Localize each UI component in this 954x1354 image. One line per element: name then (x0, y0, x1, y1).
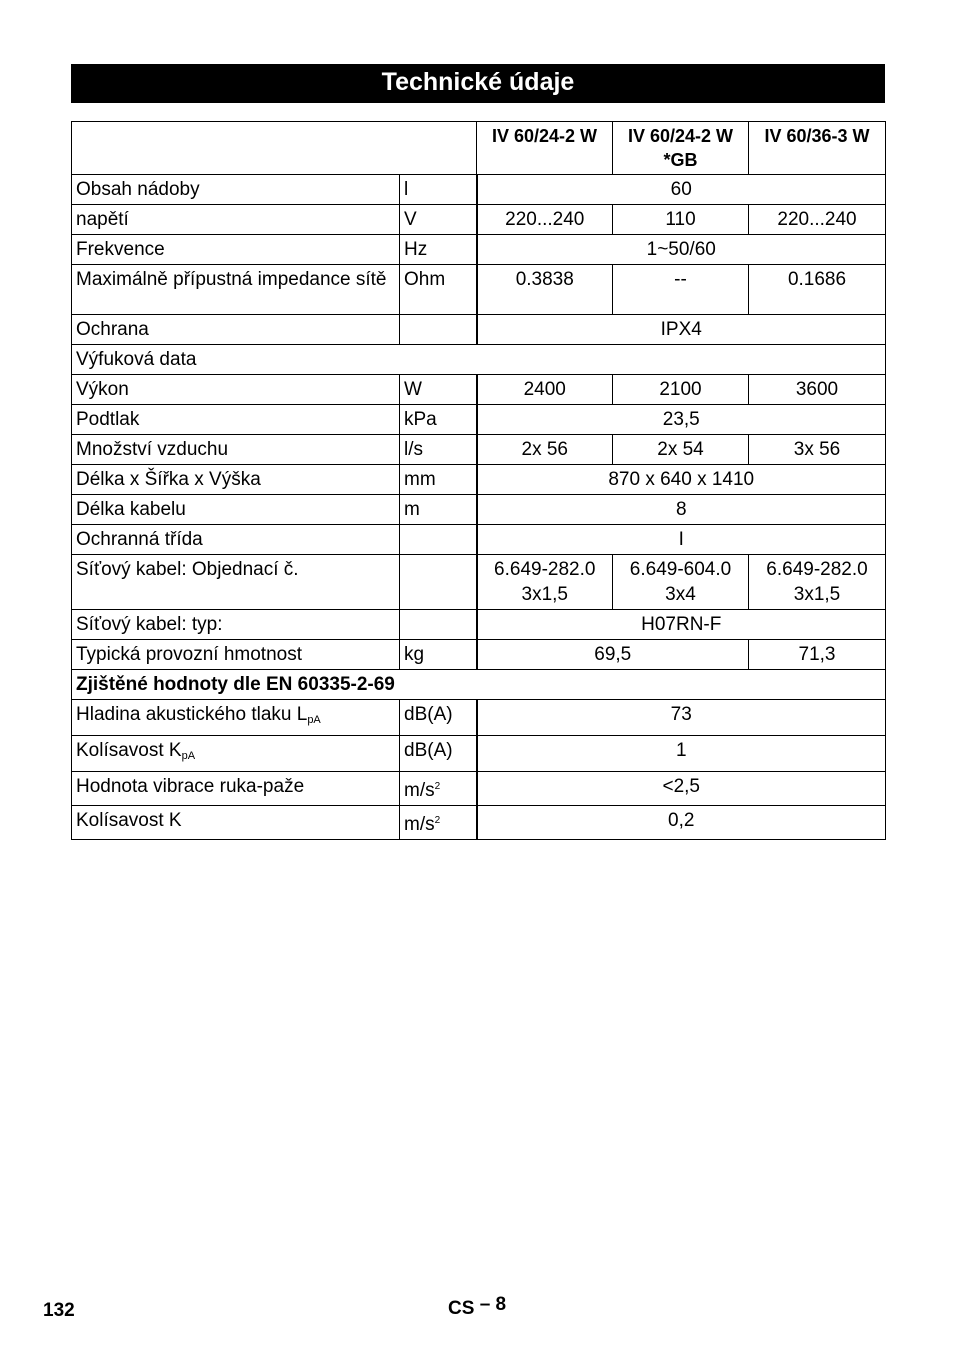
row-value: 870 x 640 x 1410 (477, 465, 886, 495)
row-label: Podtlak (72, 405, 400, 435)
row-label: Frekvence (72, 235, 400, 265)
row-value: 0,2 (477, 806, 886, 840)
row-label: Ochranná třída (72, 525, 400, 555)
header-empty-cell (72, 122, 477, 175)
row-label: Maximálně přípustná impedance sítě (72, 265, 400, 315)
row-unit (400, 555, 477, 610)
row-unit: mm (400, 465, 477, 495)
table-row (72, 315, 886, 345)
section-page: – 8 (479, 1294, 507, 1315)
row-unit (400, 806, 477, 840)
row-unit: Ohm (400, 265, 477, 315)
row-label: Síťový kabel: typ: (72, 610, 400, 640)
row-unit: W (400, 375, 477, 405)
row-value: 2x 56 (477, 435, 613, 465)
row-unit: dB(A) (400, 700, 477, 736)
row-label: Výkon (72, 375, 400, 405)
column-header-iv-60-24-2-w: IV 60/24-2 W (477, 122, 613, 175)
table-row (72, 265, 886, 315)
table-row (72, 435, 886, 465)
row-label: Ochrana (72, 315, 400, 345)
language-code: CS (448, 1298, 475, 1319)
row-value: 23,5 (477, 405, 886, 435)
label-subscript: pA (307, 714, 321, 726)
page-title: Technické údaje (71, 64, 885, 103)
table-row (72, 175, 886, 205)
table-row (72, 375, 886, 405)
row-unit: Hz (400, 235, 477, 265)
row-value (749, 555, 886, 610)
row-label: Hodnota vibrace ruka-paže (72, 772, 400, 806)
cable-spec: 3x4 (665, 584, 696, 605)
page-number: 132 (43, 1300, 75, 1321)
label-subscript: pA (181, 750, 196, 762)
row-label (72, 700, 400, 736)
label-text: Kolísavost K (76, 740, 182, 761)
table-row (72, 555, 886, 610)
row-value: 71,3 (749, 640, 886, 670)
row-value: 220...240 (477, 205, 613, 235)
row-value: I (477, 525, 886, 555)
unit-superscript: 2 (434, 781, 441, 792)
table-row (72, 736, 886, 772)
table-row (72, 772, 886, 806)
table-section-row (72, 345, 886, 375)
order-number: 6.649-282.0 (766, 559, 868, 580)
row-unit: V (400, 205, 477, 235)
row-value: 220...240 (749, 205, 886, 235)
row-value: 1 (477, 736, 886, 772)
row-unit: m (400, 495, 477, 525)
row-value: 73 (477, 700, 886, 736)
table-header-row (72, 122, 886, 175)
table-row (72, 235, 886, 265)
column-header-line: IV 60/24-2 W (627, 126, 734, 146)
unit-text: m/s (404, 780, 435, 801)
section-label: Výfuková data (72, 345, 886, 375)
row-value: -- (613, 265, 749, 315)
section-label: Zjištěné hodnoty dle EN 60335-2-69 (72, 670, 886, 700)
row-value: H07RN-F (477, 610, 886, 640)
row-unit: dB(A) (400, 736, 477, 772)
table-row (72, 525, 886, 555)
row-value: 69,5 (477, 640, 749, 670)
row-unit: l (400, 175, 477, 205)
label-text: Hladina akustického tlaku L (76, 704, 308, 725)
table-row (72, 465, 886, 495)
table-section-row (72, 670, 886, 700)
row-label: Síťový kabel: Objednací č. (72, 555, 400, 610)
row-value: 3600 (749, 375, 886, 405)
row-label: Obsah nádoby (72, 175, 400, 205)
table-row (72, 700, 886, 736)
table-row (72, 806, 886, 840)
row-unit (400, 772, 477, 806)
column-header-iv-60-24-2-w-gb (613, 122, 749, 175)
row-value: 3x 56 (749, 435, 886, 465)
row-value: 0.1686 (749, 265, 886, 315)
row-value (477, 555, 613, 610)
column-header-iv-60-36-3-w: IV 60/36-3 W (749, 122, 886, 175)
table-row (72, 205, 886, 235)
row-label: napětí (72, 205, 400, 235)
row-label: Kolísavost K (72, 806, 400, 840)
table-row (72, 640, 886, 670)
row-unit: kg (400, 640, 477, 670)
row-value: 1~50/60 (477, 235, 886, 265)
row-value: 2x 54 (613, 435, 749, 465)
row-label: Délka kabelu (72, 495, 400, 525)
row-value: 2100 (613, 375, 749, 405)
row-label: Typická provozní hmotnost (72, 640, 400, 670)
row-label (72, 736, 400, 772)
row-unit: l/s (400, 435, 477, 465)
row-unit: kPa (400, 405, 477, 435)
row-value: IPX4 (477, 315, 886, 345)
row-unit (400, 315, 477, 345)
row-value: 0.3838 (477, 265, 613, 315)
cable-spec: 3x1,5 (793, 584, 841, 605)
row-value: <2,5 (477, 772, 886, 806)
order-number: 6.649-604.0 (629, 559, 732, 580)
row-label: Délka x Šířka x Výška (72, 465, 400, 495)
row-value: 60 (477, 175, 886, 205)
cable-spec: 3x1,5 (521, 584, 568, 605)
row-value: 110 (613, 205, 749, 235)
row-value: 8 (477, 495, 886, 525)
table-row (72, 405, 886, 435)
column-header-line: *GB (663, 150, 698, 170)
row-value (613, 555, 749, 610)
table-row (72, 495, 886, 525)
row-value: 2400 (477, 375, 613, 405)
unit-text: m/s (404, 814, 435, 835)
table-row (72, 610, 886, 640)
footer-language-section (448, 1294, 507, 1320)
row-unit (400, 610, 477, 640)
technical-data-table (71, 121, 886, 840)
order-number: 6.649-282.0 (494, 559, 596, 580)
row-label: Množství vzduchu (72, 435, 400, 465)
row-unit (400, 525, 477, 555)
unit-superscript: 2 (434, 815, 441, 826)
